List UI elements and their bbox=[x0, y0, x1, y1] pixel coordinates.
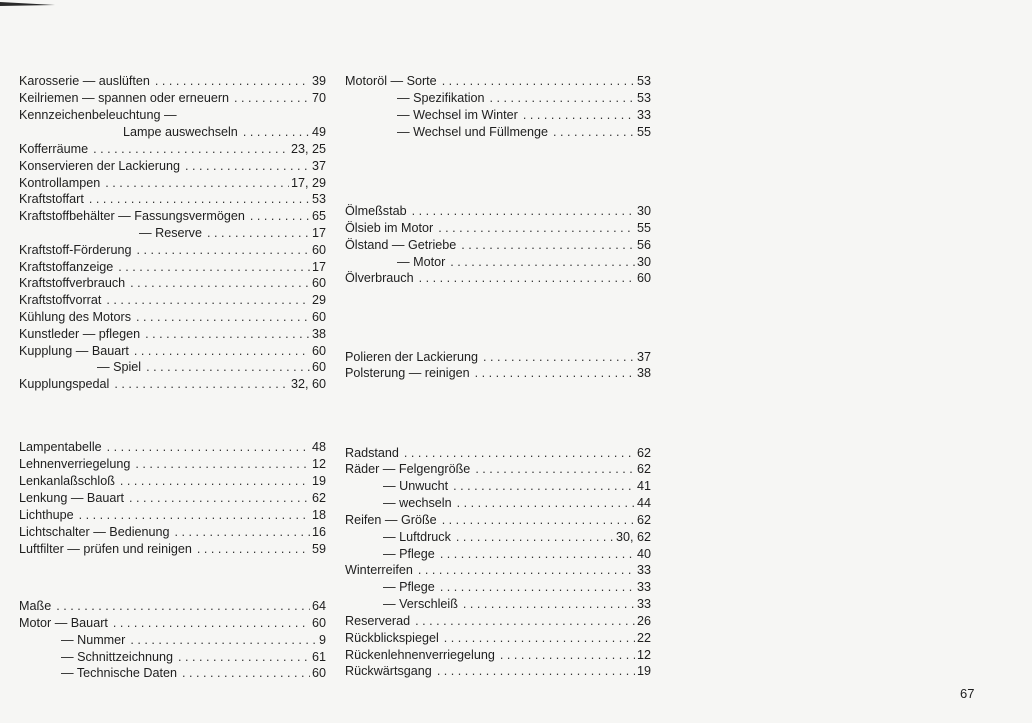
index-entry-page: 23, 25 bbox=[290, 142, 326, 156]
dot-leader bbox=[490, 91, 635, 106]
index-entry bbox=[345, 595, 651, 612]
index-entry-label: Ölmeßstab bbox=[345, 204, 407, 218]
index-entry-label: — Wechsel im Winter bbox=[397, 108, 518, 122]
dot-leader bbox=[483, 350, 635, 365]
index-entry-page: 62 bbox=[636, 513, 651, 527]
index-entry-page: 65 bbox=[311, 209, 326, 223]
dot-leader bbox=[155, 74, 310, 89]
index-entry bbox=[19, 506, 326, 523]
dot-leader bbox=[113, 616, 310, 631]
index-entry-label: Kupplung — Bauart bbox=[19, 344, 129, 358]
index-entry bbox=[19, 648, 326, 665]
index-entry bbox=[19, 438, 326, 455]
index-entry-label: Radstand bbox=[345, 446, 399, 460]
index-entry-label: — Schnittzeichnung bbox=[61, 650, 174, 664]
dot-leader bbox=[243, 125, 310, 140]
index-entry-page: 18 bbox=[311, 508, 326, 522]
index-entry-page: 55 bbox=[636, 125, 651, 139]
dot-leader bbox=[145, 327, 310, 342]
dot-leader bbox=[185, 159, 310, 174]
dot-leader bbox=[106, 293, 310, 308]
index-entry-label: Rückblickspiegel bbox=[345, 631, 439, 645]
dot-leader bbox=[450, 255, 635, 270]
index-entry-page: 62 bbox=[636, 446, 651, 460]
index-entry-page: 33 bbox=[636, 597, 651, 611]
index-entry-page: 30 bbox=[636, 204, 651, 218]
index-entry bbox=[19, 106, 326, 123]
dot-leader bbox=[136, 243, 310, 258]
index-entry bbox=[19, 157, 326, 174]
index-entry-page: 60 bbox=[311, 344, 326, 358]
index-entry-label: — Reserve bbox=[139, 226, 202, 240]
index-entry bbox=[19, 72, 326, 89]
index-entry-label: Kofferräume bbox=[19, 142, 89, 156]
index-entry bbox=[345, 269, 651, 286]
index-entry-page: 60 bbox=[636, 271, 651, 285]
index-entry-label: Ölstand — Getriebe bbox=[345, 238, 457, 252]
index-entry-page: 19 bbox=[311, 474, 326, 488]
index-entry-label: — Verschleiß bbox=[383, 597, 458, 611]
index-entry-label: Räder — Felgengröße bbox=[345, 462, 471, 476]
index-entry-label: Kupplungspedal bbox=[19, 377, 110, 391]
index-entry-page: 53 bbox=[636, 91, 651, 105]
index-entry-label: Motor — Bauart bbox=[19, 616, 108, 630]
dot-leader bbox=[442, 74, 635, 89]
index-entry bbox=[19, 174, 326, 191]
index-entry-label: Rückwärtsgang bbox=[345, 664, 432, 678]
index-entry-page: 12 bbox=[636, 648, 651, 662]
index-entry bbox=[19, 89, 326, 106]
index-entry-label: — Luftdruck bbox=[383, 530, 451, 544]
index-entry bbox=[345, 460, 651, 477]
dot-leader bbox=[79, 508, 310, 523]
dot-leader bbox=[182, 666, 310, 681]
index-entry-page: 12 bbox=[311, 457, 326, 471]
index-entry bbox=[19, 455, 326, 472]
index-entry bbox=[19, 207, 326, 224]
index-entry bbox=[345, 612, 651, 629]
dot-leader bbox=[461, 238, 635, 253]
index-entry-label: Polieren der Lackierung bbox=[345, 350, 479, 364]
index-entry-page: 38 bbox=[636, 366, 651, 380]
dot-leader bbox=[93, 142, 289, 157]
index-entry bbox=[19, 291, 326, 308]
index-entry-page: 39 bbox=[311, 74, 326, 88]
index-entry-label: Ölverbrauch bbox=[345, 271, 414, 285]
dot-leader bbox=[56, 599, 310, 614]
index-entry bbox=[19, 472, 326, 489]
index-entry-label: Kraftstoffbehälter — Fassungsvermögen bbox=[19, 209, 245, 223]
dot-leader bbox=[120, 474, 310, 489]
index-entry bbox=[19, 224, 326, 241]
page-number: 67 bbox=[960, 686, 975, 701]
index-entry-label: Reserverad bbox=[345, 614, 411, 628]
index-entry bbox=[19, 489, 326, 506]
index-entry-page: 64 bbox=[311, 599, 326, 613]
index-entry-page: 62 bbox=[311, 491, 326, 505]
index-entry-page: 60 bbox=[311, 666, 326, 680]
index-entry-label: Keilriemen — spannen oder erneuern bbox=[19, 91, 230, 105]
index-entry-page: 33 bbox=[636, 580, 651, 594]
index-entry-page: 26 bbox=[636, 614, 651, 628]
index-entry bbox=[345, 494, 651, 511]
index-entry-label: Lampentabelle bbox=[19, 440, 102, 454]
index-entry-label: Lichthupe bbox=[19, 508, 74, 522]
index-entry-label: — Wechsel und Füllmenge bbox=[397, 125, 548, 139]
index-entry-label: Ölsieb im Motor bbox=[345, 221, 434, 235]
index-entry-label: Karosserie — auslüften bbox=[19, 74, 150, 88]
index-entry-page: 60 bbox=[311, 360, 326, 374]
index-entry bbox=[345, 477, 651, 494]
dot-leader bbox=[175, 525, 310, 540]
index-entry-page: 22 bbox=[636, 631, 651, 645]
dot-leader bbox=[440, 547, 635, 562]
index-entry-page: 30, 62 bbox=[615, 530, 651, 544]
index-entry-label: Luftfilter — prüfen und reinigen bbox=[19, 542, 192, 556]
index-entry bbox=[345, 236, 651, 253]
index-entry bbox=[345, 444, 651, 461]
index-entry bbox=[19, 140, 326, 157]
index-entry bbox=[345, 123, 651, 140]
index-entry-page: 41 bbox=[636, 479, 651, 493]
index-entry bbox=[19, 325, 326, 342]
index-entry-page: 38 bbox=[311, 327, 326, 341]
index-entry-label: — Spiel bbox=[97, 360, 142, 374]
index-entry bbox=[345, 662, 651, 679]
index-entry-label: Rückenlehnenverriegelung bbox=[345, 648, 495, 662]
index-entry bbox=[19, 631, 326, 648]
index-entry-label: Kraftstoff-Förderung bbox=[19, 243, 132, 257]
dot-leader bbox=[500, 648, 635, 663]
index-entry-page: 33 bbox=[636, 108, 651, 122]
dot-leader bbox=[250, 209, 310, 224]
index-entry-page: 60 bbox=[311, 243, 326, 257]
index-entry-page: 61 bbox=[311, 650, 326, 664]
dot-leader bbox=[136, 310, 310, 325]
index-entry bbox=[345, 561, 651, 578]
index-entry-page: 62 bbox=[636, 462, 651, 476]
dot-leader bbox=[89, 192, 310, 207]
index-entry-label: Kraftstoffanzeige bbox=[19, 260, 114, 274]
index-entry-page: 59 bbox=[311, 542, 326, 556]
index-entry-page: 30 bbox=[636, 255, 651, 269]
index-entry-page: 60 bbox=[311, 310, 326, 324]
index-entry bbox=[345, 89, 651, 106]
dot-leader bbox=[178, 650, 310, 665]
index-entry-label: Reifen — Größe bbox=[345, 513, 437, 527]
dot-leader bbox=[130, 633, 317, 648]
index-entry-label: Winterreifen bbox=[345, 563, 413, 577]
dot-leader bbox=[463, 597, 635, 612]
index-entry bbox=[19, 614, 326, 631]
index-entry-label: — Pflege bbox=[383, 580, 435, 594]
index-entry-page: 49 bbox=[311, 125, 326, 139]
index-entry-page: 60 bbox=[311, 616, 326, 630]
index-entry bbox=[345, 545, 651, 562]
index-entry-page: 29 bbox=[311, 293, 326, 307]
index-entry-label: Polsterung — reinigen bbox=[345, 366, 470, 380]
dot-leader bbox=[415, 614, 635, 629]
dot-leader bbox=[456, 530, 614, 545]
dot-leader bbox=[444, 631, 635, 646]
dot-leader bbox=[475, 462, 635, 477]
index-entry bbox=[19, 190, 326, 207]
index-entry-label: — Pflege bbox=[383, 547, 435, 561]
index-entry bbox=[345, 629, 651, 646]
index-entry-page: 37 bbox=[311, 159, 326, 173]
index-entry-page: 17, 29 bbox=[290, 176, 326, 190]
index-entry bbox=[345, 72, 651, 89]
index-entry bbox=[345, 646, 651, 663]
index-entry bbox=[19, 358, 326, 375]
dot-leader bbox=[412, 204, 635, 219]
index-entry bbox=[19, 241, 326, 258]
index-entry-page: 17 bbox=[311, 260, 326, 274]
index-entry-page: 44 bbox=[636, 496, 651, 510]
index-entry-page: 53 bbox=[311, 192, 326, 206]
index-entry-page: 60 bbox=[311, 276, 326, 290]
dot-leader bbox=[114, 377, 289, 392]
index-entry bbox=[345, 364, 651, 381]
index-entry-label: Kraftstoffverbrauch bbox=[19, 276, 126, 290]
index-entry bbox=[345, 348, 651, 365]
dot-leader bbox=[553, 125, 635, 140]
dot-leader bbox=[453, 479, 635, 494]
index-entry bbox=[345, 528, 651, 545]
index-entry-label: Kraftstoffvorrat bbox=[19, 293, 102, 307]
index-entry bbox=[345, 511, 651, 528]
index-entry-label: Motoröl — Sorte bbox=[345, 74, 437, 88]
dot-leader bbox=[107, 440, 310, 455]
index-entry bbox=[345, 578, 651, 595]
index-entry-page: 53 bbox=[636, 74, 651, 88]
index-entry-page: 48 bbox=[311, 440, 326, 454]
index-entry-label: — Nummer bbox=[61, 633, 126, 647]
dot-leader bbox=[234, 91, 310, 106]
dot-leader bbox=[146, 360, 310, 375]
index-entry bbox=[19, 123, 326, 140]
dot-leader bbox=[130, 276, 310, 291]
index-entry-label: Lehnenverriegelung bbox=[19, 457, 131, 471]
index-entry-page: 9 bbox=[318, 633, 326, 647]
index-entry-label: Lichtschalter — Bedienung bbox=[19, 525, 170, 539]
index-entry-page: 32, 60 bbox=[290, 377, 326, 391]
index-entry-label: Kennzeichenbeleuchtung — bbox=[19, 108, 177, 122]
dot-leader bbox=[404, 446, 635, 461]
index-entry-label: Lenkanlaßschloß bbox=[19, 474, 115, 488]
index-entry-label: Kunstleder — pflegen bbox=[19, 327, 141, 341]
index-entry bbox=[19, 664, 326, 681]
dot-leader bbox=[523, 108, 635, 123]
dot-leader bbox=[438, 221, 635, 236]
dot-leader bbox=[134, 344, 310, 359]
dot-leader bbox=[442, 513, 635, 528]
index-entry-label: — Motor bbox=[397, 255, 446, 269]
index-entry-label: Kontrollampen bbox=[19, 176, 101, 190]
index-entry-page: 55 bbox=[636, 221, 651, 235]
dot-leader bbox=[457, 496, 635, 511]
index-entry bbox=[19, 540, 326, 557]
index-entry bbox=[19, 258, 326, 275]
dot-leader bbox=[135, 457, 310, 472]
index-entry bbox=[19, 308, 326, 325]
index-entry-page: 33 bbox=[636, 563, 651, 577]
index-entry bbox=[19, 523, 326, 540]
index-entry-page: 17 bbox=[311, 226, 326, 240]
dot-leader bbox=[207, 226, 310, 241]
index-entry-page: 16 bbox=[311, 525, 326, 539]
index-entry-page: 19 bbox=[636, 664, 651, 678]
dot-leader bbox=[118, 260, 310, 275]
index-entry-label: Lampe auswechseln bbox=[123, 125, 238, 139]
dot-leader bbox=[197, 542, 310, 557]
index-entry-label: Maße bbox=[19, 599, 52, 613]
index-entry-page: 40 bbox=[636, 547, 651, 561]
page-scuff-mark bbox=[0, 0, 60, 8]
index-entry bbox=[19, 342, 326, 359]
dot-leader bbox=[437, 664, 635, 679]
index-entry bbox=[19, 375, 326, 392]
dot-leader bbox=[475, 366, 635, 381]
index-entry-label: — Unwucht bbox=[383, 479, 449, 493]
index-entry-page: 56 bbox=[636, 238, 651, 252]
dot-leader bbox=[418, 563, 635, 578]
dot-leader bbox=[440, 580, 635, 595]
index-entry-label: — Spezifikation bbox=[397, 91, 485, 105]
index-entry-label: Kühlung des Motors bbox=[19, 310, 132, 324]
dot-leader bbox=[129, 491, 310, 506]
dot-leader bbox=[105, 176, 289, 191]
index-entry bbox=[19, 597, 326, 614]
index-entry-page: 70 bbox=[311, 91, 326, 105]
index-entry-label: Kraftstoffart bbox=[19, 192, 84, 206]
index-entry-label: Lenkung — Bauart bbox=[19, 491, 125, 505]
index-entry-label: — Technische Daten bbox=[61, 666, 177, 680]
index-entry bbox=[345, 202, 651, 219]
index-entry bbox=[345, 106, 651, 123]
index-entry-page: 37 bbox=[636, 350, 651, 364]
index-entry bbox=[345, 219, 651, 236]
dot-leader bbox=[419, 271, 635, 286]
index-entry-label: — wechseln bbox=[383, 496, 452, 510]
index-entry bbox=[19, 274, 326, 291]
index-entry-label: Konservieren der Lackierung bbox=[19, 159, 181, 173]
index-entry bbox=[345, 253, 651, 270]
